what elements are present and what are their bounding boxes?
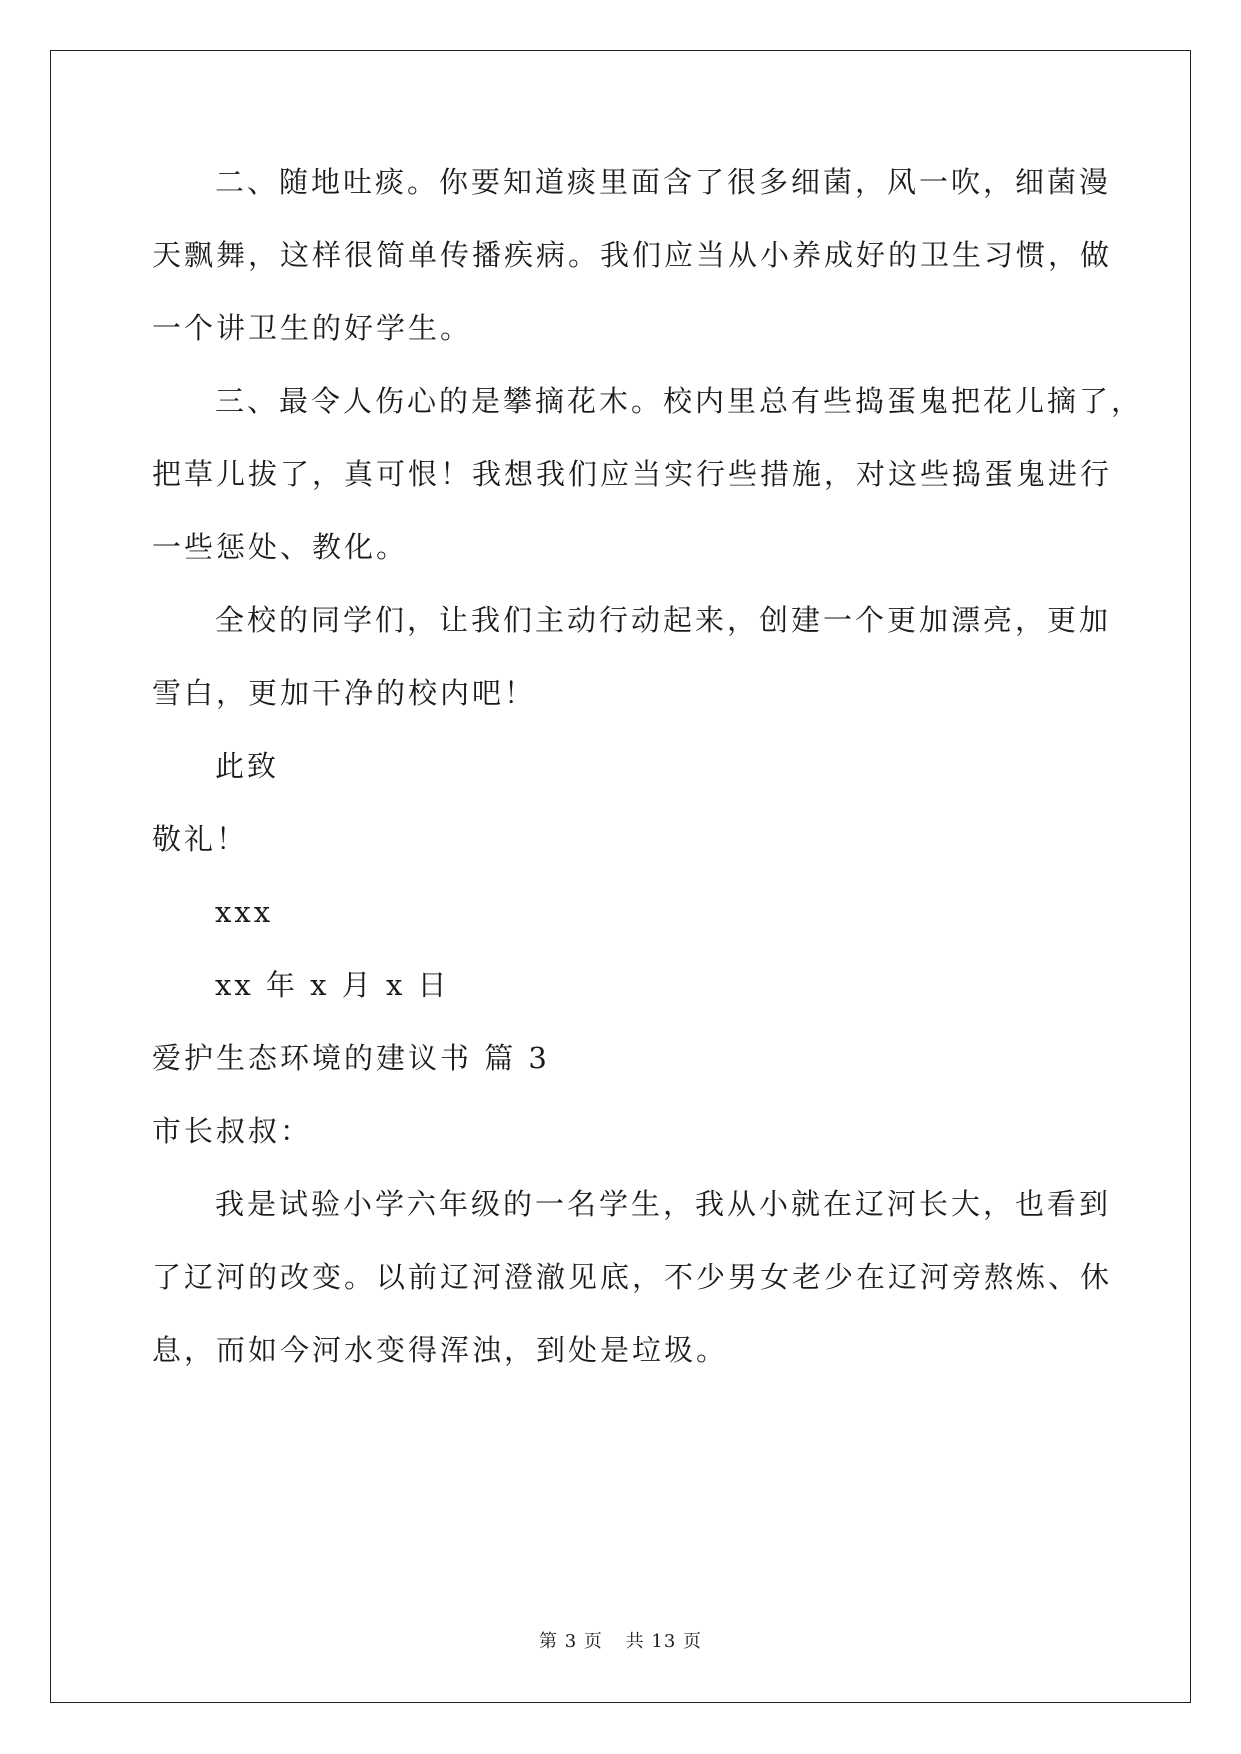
paragraph-line: 一些惩处、教化。	[152, 530, 409, 564]
paragraph-line: 把草儿拔了，真可恨！我想我们应当实行些措施，对这些捣蛋鬼进行	[152, 457, 1113, 491]
page-total: 共 13 页	[625, 1631, 702, 1652]
signature-date: xx 年 x 月 x 日	[215, 968, 450, 1002]
paragraph-line: 全校的同学们，让我们主动行动起来，创建一个更加漂亮，更加	[215, 603, 1112, 637]
page-footer	[0, 1630, 1241, 1654]
paragraph-line: 天飘舞，这样很简单传播疾病。我们应当从小养成好的卫生习惯，做	[152, 238, 1113, 272]
paragraph-line: 雪白，更加干净的校内吧！	[152, 676, 537, 710]
closing-salutation: 此致	[215, 749, 280, 783]
paragraph-line: 了辽河的改变。以前辽河澄澈见底，不少男女老少在辽河旁熬炼、休	[152, 1260, 1113, 1294]
paragraph-line: 三、最令人伤心的是攀摘花木。校内里总有些捣蛋鬼把花儿摘了，	[215, 384, 1144, 418]
paragraph-line: 二、随地吐痰。你要知道痰里面含了很多细菌，风一吹，细菌漫	[215, 165, 1112, 199]
paragraph-line: 一个讲卫生的好学生。	[152, 311, 473, 345]
paragraph-line: 我是试验小学六年级的一名学生，我从小就在辽河长大，也看到	[215, 1187, 1112, 1221]
closing-respect: 敬礼！	[152, 822, 249, 856]
letter-greeting: 市长叔叔：	[152, 1114, 313, 1148]
page-number: 第 3 页	[539, 1631, 603, 1652]
paragraph-line: 息，而如今河水变得浑浊，到处是垃圾。	[152, 1333, 729, 1367]
signature-name: xxx	[215, 895, 274, 929]
page-border	[50, 50, 1191, 1703]
section-heading: 爱护生态环境的建议书 篇 3	[152, 1041, 550, 1075]
